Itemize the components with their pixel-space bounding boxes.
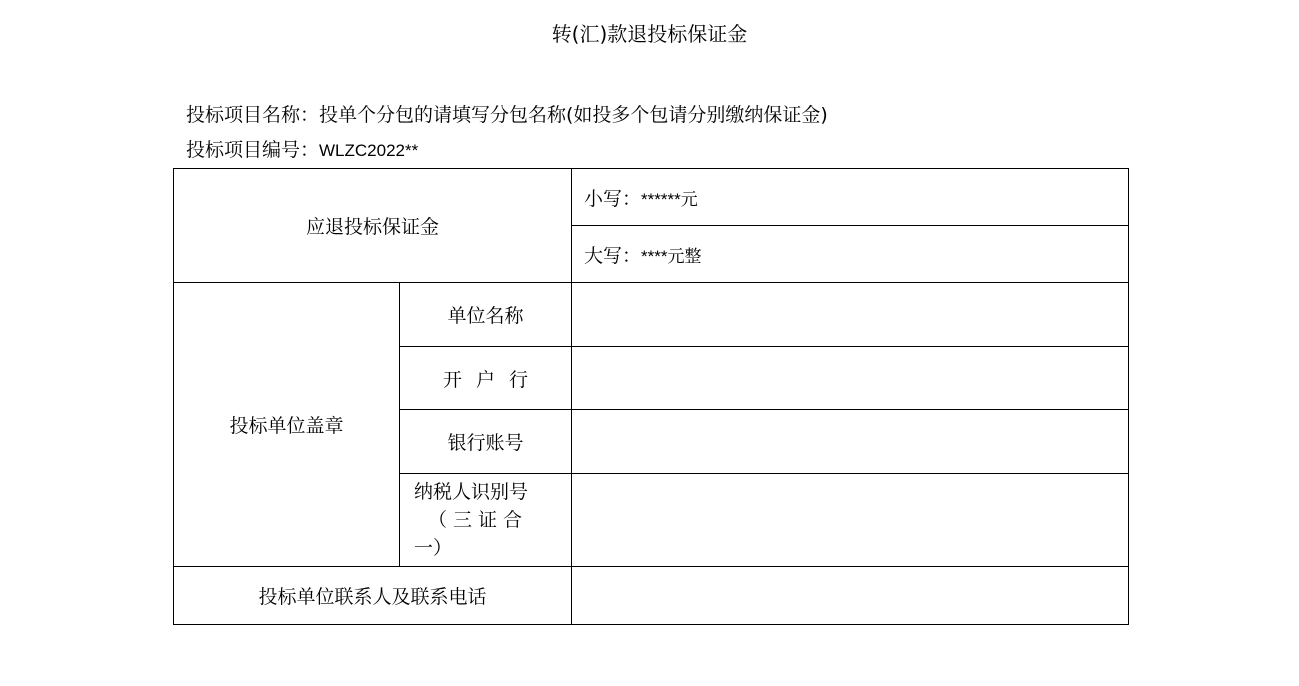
contact-label: 投标单位联系人及联系电话 — [174, 567, 572, 625]
bank-label-cell — [400, 347, 572, 410]
taxpayer-id-label-line1: 纳税人识别号 — [414, 481, 529, 503]
bank-field[interactable] — [572, 347, 1129, 410]
bidder-seal-label: 投标单位盖章 — [174, 283, 400, 567]
amount-uppercase-label: 大写： — [584, 244, 642, 267]
taxpayer-id-field[interactable] — [572, 474, 1129, 567]
project-name-line: 投标项目名称：投单个分包的请填写分包名称(如投多个包请分别缴纳保证金) — [186, 104, 828, 126]
bank-account-label: 银行账号 — [400, 410, 572, 474]
amount-uppercase-cell[interactable] — [572, 226, 1129, 283]
project-code-line — [186, 137, 418, 164]
refund-deposit-label: 应退投标保证金 — [174, 169, 572, 283]
document-title: 转(汇)款退投标保证金 — [551, 22, 748, 46]
unit-name-field[interactable] — [572, 283, 1129, 347]
bank-account-field[interactable] — [572, 410, 1129, 474]
bank-label: 开户行 — [443, 368, 543, 391]
amount-lowercase-value: ******元 — [641, 189, 698, 209]
taxpayer-id-label-line2: （三证合 — [428, 509, 529, 531]
project-code-value: WLZC2022** — [319, 141, 419, 160]
amount-lowercase-cell[interactable] — [572, 169, 1129, 226]
project-code-label: 投标项目编号： — [186, 139, 320, 161]
amount-uppercase-value: ****元整 — [641, 246, 702, 266]
taxpayer-id-label — [400, 474, 572, 567]
refund-form-table — [173, 168, 1129, 625]
amount-lowercase-label: 小写： — [584, 187, 642, 210]
unit-name-label: 单位名称 — [400, 283, 572, 347]
taxpayer-id-label-line3: 一） — [414, 537, 453, 559]
contact-field[interactable] — [572, 567, 1129, 625]
